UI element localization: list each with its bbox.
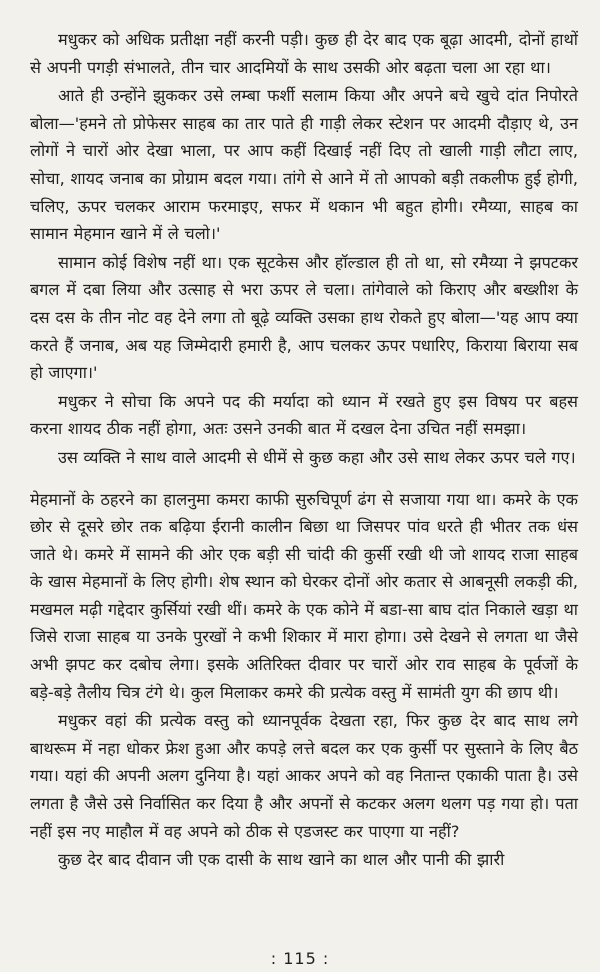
paragraph-7: मधुकर वहां की प्रत्येक वस्तु को ध्यानपूर्वक देखता रहा, फिर कुछ देर बाद साथ लगे बाथरूम में नहा धोकर फ्रेश हुआ और कपड़े लत्ते बदल कर एक कुर्सी पर सुस्ताने के लिए बैठ गया। यहां की अपनी अलग दुनिया है। यहां आकर अपने को वह नितान्त एकाकी पाता है। उसे लगता है जैसे उसे निर्वासित कर दिया है और अपनों से कटकर अलग थलग पड़ गया हो। पता नहीं इस नए माहौल में वह अपने को ठीक से एडजस्ट कर पाएगा या नहीं? xyxy=(30,711,578,841)
paragraph-8: कुछ देर बाद दीवान जी एक दासी के साथ खाने का थाल और पानी की झारी xyxy=(58,850,505,870)
paragraph-1: मधुकर को अधिक प्रतीक्षा नहीं करनी पड़ी। कुछ ही देर बाद एक बूढ़ा आदमी, दोनों हाथों से अपनी पगड़ी संभालते, तीन चार आदमियों के साथ उसकी ओर बढ़ता चला आ रहा था। xyxy=(30,30,578,77)
paragraph-4: मधुकर ने सोचा कि अपने पद की मर्यादा को ध्यान में रखते हुए इस विषय पर बहस करना शायद ठीक नहीं होगा, अतः उसने उनकी बात में दखल देना उचित नहीं समझा। xyxy=(30,391,578,439)
paragraph-5: उस व्यक्ति ने साथ वाले आदमी से धीमें से कुछ कहा और उसे साथ लेकर ऊपर चले गए। xyxy=(58,447,576,467)
paragraph-2: आते ही उन्होंने झुककर उसे लम्बा फर्शी सलाम किया और अपने बचे खुचे दांत निपोरते बोला—'हमने तो प्रोफेसर साहब का तार पाते ही गाड़ी लेकर स्टेशन पर आदमी दौड़ाए थे, उन लोगों ने चारों ओर देखा भाला, पर आप कहीं दिखाई नहीं दिए तो खाली गाड़ी लौटा लाए, सोचा, शायद जनाब का प्रोग्राम बदल गया। तांगे से आने में तो आपको बड़ी तकलीफ हुई होगी, चलिए, ऊपर चलकर आराम फरमाइए, सफर में थकान भी बहुत होगी। रमैय्या, साहब का सामान मेहमान खाने में ले चलो।' xyxy=(30,86,578,244)
paragraph-6: मेहमानों के ठहरने का हालनुमा कमरा काफी सुरुचिपूर्ण ढंग से सजाया गया था। कमरे के एक छोर से दूसरे छोर तक बढ़िया ईरानी कालीन बिछा था जिसपर पांव धरते ही भीतर तक धंस जाते थे। कमरे में सामने की ओर एक बड़ी सी चांदी की कुर्सी रखी थी जो शायद राजा साहब के खास मेहमानों के लिए होगी। शेष स्थान को घेरकर दोनों ओर कतार से आबनूसी लकड़ी की, मखमल मढ़ी गद्देदार कुर्सियां रखी थीं। कमरे के एक कोने में बडा-सा बाघ दांत निकाले खड़ा था जिसे राजा साहब या उनके पुरखों ने कभी शिकार में मारा होगा। उसे देखने से लगता था जैसे अभी झपट कर दबोच लेगा। इसके अतिरिक्त दीवार पर चारों ओर राव साहब के पूर्वजों के बड़े-बड़े तैलीय चित्र टंगे थे। कुल मिलाकर कमरे की प्रत्येक वस्तु में सामंती युग की छाप थी। xyxy=(30,489,578,702)
page-number: : 115 : xyxy=(270,949,330,968)
paragraph-3: सामान कोई विशेष नहीं था। एक सूटकेस और हॉल्डाल ही तो था, सो रमैय्या ने झपटकर बगल में दबा लिया और उत्साह से भरा ऊपर ले चला। तांगेवाले को किराए और बख्शीश के दस दस के तीन नोट वह देने लगा तो बूढ़े व्यक्ति उसका हाथ रोकते हुए बोला—'यह आप क्या करते हैं जनाब, अब यह जिम्मेदारी हमारी है, आप चलकर ऊपर पधारिए, किराया बिराया सब हो जाएगा।' xyxy=(30,252,578,383)
